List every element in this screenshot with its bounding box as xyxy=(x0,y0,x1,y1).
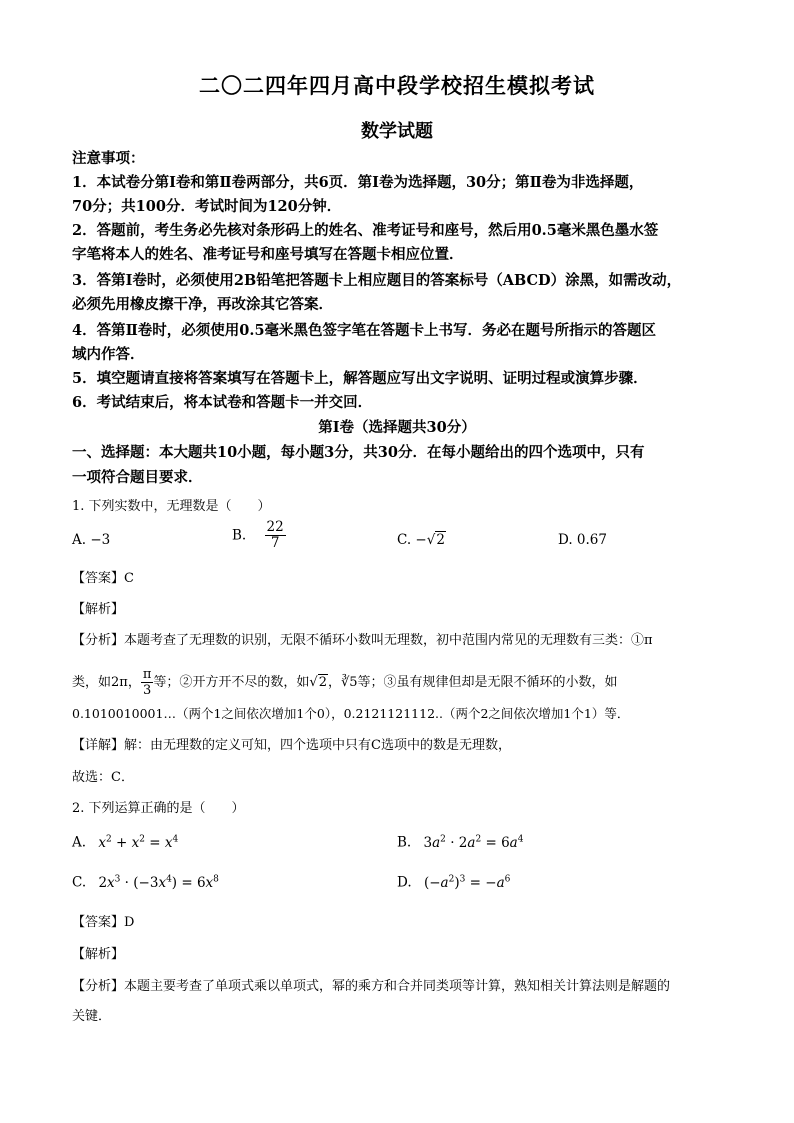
q2-option-c-formula: $2x^3 \cdot (-3x^4) = 6x^8$ xyxy=(98,874,219,891)
section-instruction-2: 一项符合题目要求． xyxy=(72,469,203,486)
notes-heading: 注意事项： xyxy=(72,150,145,167)
q1-option-c: C. −√2 xyxy=(397,532,445,548)
q1-option-b-fraction xyxy=(265,520,286,551)
note-1-line-1: 1．本试卷分第Ⅰ卷和第Ⅱ卷两部分，共6页．第Ⅰ卷为选择题，30分；第Ⅱ卷为非选择题， xyxy=(72,174,644,191)
q1-conclusion: 故选：C． xyxy=(72,770,134,785)
note-3-line-1: 3．答第Ⅰ卷时，必须使用2B铅笔把答题卡上相应题目的答案标号（ABCD）涂黑，如需改动， xyxy=(72,272,682,289)
q2-answer: 【答案】D xyxy=(72,915,135,930)
note-6: 6．考试结束后，将本试卷和答题卡一并交回． xyxy=(72,394,373,411)
note-3-line-2: 必须先用橡皮擦干净，再改涂其它答案． xyxy=(72,296,333,313)
q2-stem: 2. 下列运算正确的是（ ） xyxy=(72,801,245,816)
q2-option-b-label: B. xyxy=(397,834,412,851)
q1-option-b-denominator: 7 xyxy=(270,535,280,551)
q2-option-a xyxy=(72,834,178,851)
q1-analysis-2c: ，∛5等；③虽有规律但却是无限不循环的小数，如 xyxy=(327,675,618,690)
exam-subtitle: 数学试题 xyxy=(361,121,433,142)
q1-pi-over-3 xyxy=(141,667,154,698)
q1-analysis-label: 【解析】 xyxy=(72,602,125,617)
q2-analysis-line-2: 关键． xyxy=(72,1009,112,1024)
note-2-line-1: 2．答题前，考生务必先核对条形码上的姓名、准考证号和座号，然后用0.5毫米黑色墨水签 xyxy=(72,222,659,239)
q1-analysis-line-2: 类，如2π， $\frac{\pi}{3}$ 等；②开方开不尽的数，如√2，∛5等；③虽有规律但却是无限不循环的小数，如 xyxy=(72,667,618,698)
q1-option-b-label: B. xyxy=(232,527,247,544)
q1-option-b xyxy=(232,520,286,551)
section-instruction-1: 一、选择题：本大题共10小题，每小题3分，共30分．在每小题给出的四个选项中，只有 xyxy=(72,444,645,461)
q2-option-c-label: C. xyxy=(72,874,87,891)
note-5: 5．填空题请直接将答案填写在答题卡上，解答题应写出文字说明、证明过程或演算步骤． xyxy=(72,370,648,387)
q1-option-d: D. 0.67 xyxy=(558,532,607,548)
q1-analysis-2b: 等；②开方开不尽的数，如 xyxy=(153,675,310,690)
q1-stem: 1. 下列实数中，无理数是（ ） xyxy=(72,499,271,514)
q1-analysis-2a: 类，如2π， xyxy=(72,675,141,690)
q2-option-d-formula: $(-a^2)^3 = -a^6$ xyxy=(423,874,511,891)
q1-option-c-radicand: 2 xyxy=(436,532,445,548)
q2-option-a-label: A. xyxy=(72,834,87,851)
q1-option-c-label: C. − xyxy=(397,532,427,548)
q2-option-d xyxy=(397,874,510,891)
section-title: 第Ⅰ卷（选择题共30分） xyxy=(318,419,476,436)
q1-pi-over-3-numerator: π xyxy=(142,667,152,682)
q1-detail: 【详解】解：由无理数的定义可知，四个选项中只有C选项中的数是无理数， xyxy=(72,738,511,753)
q2-option-b-formula: $3a^2 \cdot 2a^2 = 6a^4$ xyxy=(423,834,524,851)
exam-title: 二〇二四年四月高中段学校招生模拟考试 xyxy=(199,73,595,98)
q2-option-d-label: D. xyxy=(397,874,412,891)
note-2-line-2: 字笔将本人的姓名、准考证号和座号填写在答题卡相应位置． xyxy=(72,246,464,263)
note-4-line-2: 域内作答． xyxy=(72,346,145,363)
q1-sqrt2: 2 xyxy=(318,675,327,690)
q2-analysis-label: 【解析】 xyxy=(72,947,125,962)
q1-analysis-line-3: 0.1010010001…（两个1之间依次增加1个0），0.2121121112..（两个2之间依次增加1个1）等． xyxy=(72,706,630,721)
q1-analysis-line-1: 【分析】本题考查了无理数的识别，无限不循环小数叫无理数，初中范围内常见的无理数有三类：①π xyxy=(72,633,653,648)
q2-option-b xyxy=(397,834,523,851)
q2-analysis-line-1: 【分析】本题主要考查了单项式乘以单项式，幂的乘方和合并同类项等计算，熟知相关计算法则是解题的 xyxy=(72,979,671,994)
q2-option-c xyxy=(72,874,219,891)
note-4-line-1: 4．答第Ⅱ卷时，必须使用0.5毫米黑色签字笔在答题卡上书写．务必在题号所指示的答题区 xyxy=(72,322,657,339)
q2-option-a-formula: $x^2 + x^2 = x^4$ xyxy=(98,834,179,851)
q1-pi-over-3-denominator: 3 xyxy=(142,683,152,698)
q1-answer: 【答案】C xyxy=(72,571,134,586)
q1-option-b-numerator: 22 xyxy=(266,519,284,535)
note-1-line-2: 70分；共100分．考试时间为120分钟． xyxy=(72,198,342,215)
q1-option-a: A. −3 xyxy=(72,532,111,548)
